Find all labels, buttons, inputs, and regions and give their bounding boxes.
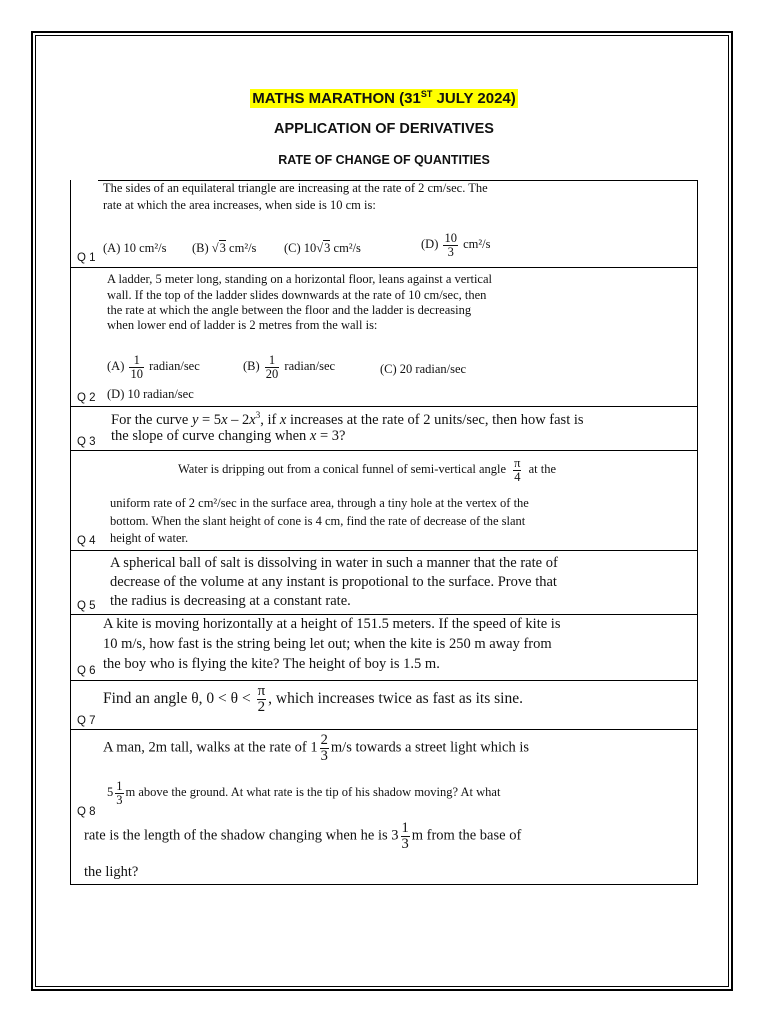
question-text: rate at which the area increases, when side is 10 cm is: (103, 198, 376, 212)
question-text: bottom. When the slant height of cone is 4 cm, find the rate of decrease of the slant (110, 514, 526, 528)
question-label: Q 3 (77, 436, 96, 448)
question-text: A man, 2m tall, walks at the rate of 1 $\frac{2}{3}$ m/s towards a street light which is (103, 732, 530, 764)
question-text: the light? (84, 864, 139, 880)
option-d: (D) $\frac{10}{3}$ cm²/s (421, 231, 491, 259)
question-label: Q 2 (77, 392, 96, 404)
question-text: uniform rate of 2 cm²/sec in the surface area, through a tiny hole at the vertex of the (110, 496, 529, 510)
option-c: (C) 10√3 cm²/s (284, 241, 361, 255)
question-text: A kite is moving horizontally at a height of 151.5 meters. If the speed of kite is (103, 616, 561, 632)
question-text: wall. If the top of the ladder slides downwards at the rate of 10 cm/sec, then (107, 288, 487, 302)
question-text: For the curve $y = 5x - 2x^3$, if x increases at the rate of 2 units/sec, then how fast is (111, 410, 584, 428)
question-text: Find an angle θ, 0 < θ < $\frac{\pi}{2}$ , which increases twice as fast as its sine. (103, 683, 523, 715)
question-text: height of water. (110, 531, 189, 545)
question-text: A ladder, 5 meter long, standing on a horizontal floor, leans against a vertical (107, 272, 492, 286)
chapter-title: APPLICATION OF DERIVATIVES (274, 121, 494, 137)
question-label: Q 4 (77, 535, 96, 547)
question-text: decrease of the volume at any instant is propotional to the surface. Prove that (110, 574, 557, 590)
option-b: (B) $\frac{1}{20}$ radian/sec (243, 353, 336, 381)
question-text: rate is the length of the shadow changing when he is 3 $\frac{1}{3}$ m from the base of (84, 820, 522, 852)
question-text: when lower end of ladder is 2 metres from the wall is: (107, 318, 378, 332)
option-d: (D) 10 radian/sec (107, 387, 194, 401)
question-label: Q 1 (77, 252, 96, 264)
question-text: the slope of curve changing when x = 3? (111, 428, 346, 444)
question-text: 5 $\frac{1}{3}$ m above the ground. At what rate is the tip of his shadow moving? At what (107, 779, 501, 807)
worksheet-title: MATHS MARATHON (31ST JULY 2024) (252, 89, 516, 107)
question-text: Water is dripping out from a conical funnel of semi-vertical angle $\frac{\pi}{4}$ at the (178, 456, 557, 484)
question-text: 10 m/s, how fast is the string being let out; when the kite is 250 m away from (103, 636, 552, 652)
option-a: (A) 10 cm²/s (103, 241, 167, 255)
question-label: Q 6 (77, 665, 96, 677)
question-label: Q 5 (77, 600, 96, 612)
question-label: Q 8 (77, 806, 96, 818)
question-text: A spherical ball of salt is dissolving in water in such a manner that the rate of (110, 555, 558, 571)
option-b: (B) √3 cm²/s (192, 241, 257, 255)
question-text: The sides of an equilateral triangle are increasing at the rate of 2 cm/sec. The (103, 181, 488, 195)
question-text: the boy who is flying the kite? The height of boy is 1.5 m. (103, 656, 440, 672)
question-text: the rate at which the angle between the floor and the ladder is decreasing (107, 303, 472, 317)
option-a: (A) $\frac{1}{10}$ radian/sec (107, 353, 200, 381)
section-title: RATE OF CHANGE OF QUANTITIES (278, 153, 490, 167)
question-text: the radius is decreasing at a constant rate. (110, 593, 351, 609)
option-c: (C) 20 radian/sec (380, 362, 467, 376)
question-label: Q 7 (77, 715, 96, 727)
